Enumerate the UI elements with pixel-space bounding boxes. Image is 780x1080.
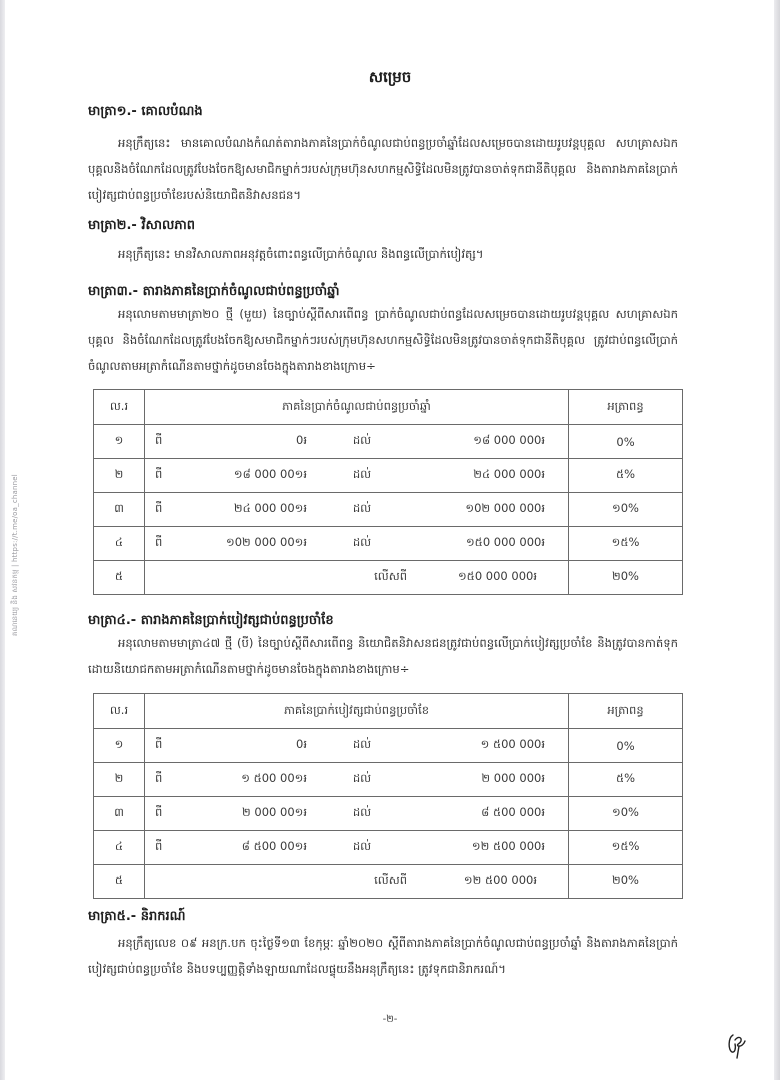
page-edge-left [0,0,5,1080]
table-row [94,527,683,561]
watermark-text: គណនេយ្យ និង សវនកម្ម | https://t.me/oa_channel [11,474,20,636]
tax-rate: ១0% [569,493,683,527]
tax-rate: 0% [569,729,683,763]
tax-rate: 0% [569,425,683,459]
to-label: ដល់ [352,805,372,819]
to-amount: ១0២ 000 000៛ [465,501,545,515]
table-row [94,797,683,831]
bracket-range [145,493,569,527]
to-label: ដល់ [352,535,372,549]
article-1-body [88,130,678,208]
over-amount: ១៥0 000 000៛ [457,569,537,583]
row-number: ៣ [94,797,145,831]
tax-rate: ៥% [569,459,683,493]
from-amount: ១0២ 000 00១៛ [226,535,307,549]
col-header-range: ភាគនៃប្រាក់បៀវត្សជាប់ពន្ធប្រចាំខែ [145,694,569,729]
handwritten-initials-icon [726,1030,748,1060]
from-amount: ២ 000 00១៛ [242,805,307,819]
table-row [94,493,683,527]
col-header-no: ល.រ [94,390,145,425]
tax-rate: ២0% [569,865,683,899]
bracket-range [145,831,569,865]
from-label: ពី [155,501,163,515]
col-header-no: ល.រ [94,694,145,729]
article-5-text: អនុក្រឹត្យលេខ ០៩ អនក្រ.បក ចុះថ្ងៃទី១៣ ខែកុម្ភៈ ឆ្នាំ២០២០ ស្តីពីតារាងភាគនៃប្រាក់ចំណូលជាប់ពន្ធប្រចាំឆ្នាំ និងតារាងភាគនៃប្រាក់បៀវត្សជាប់ពន្ធប្រចាំខែ និងបទប្បញ្ញត្តិទាំងឡាយណាដែលផ្ទុយនឹងអនុក្រឹត្យនេះ ត្រូវទុកជានិរាករណ៍។ [88,936,678,976]
article-1-heading: មាត្រា១.- គោលបំណង [88,104,203,119]
from-amount: ៨ ៥00 00១៛ [241,839,307,853]
bracket-range [145,797,569,831]
from-label: ពី [155,433,163,447]
to-amount: ១២ ៥00 000៛ [471,839,545,853]
bracket-range [145,865,569,899]
from-amount: ១៨ 000 00១៛ [233,467,307,481]
to-label: ដល់ [352,467,372,481]
to-amount: ១៨ 000 000៛ [473,433,545,447]
tax-rate: ១៥% [569,831,683,865]
table-row [94,459,683,493]
tax-rate: ២0% [569,561,683,595]
bracket-range [145,527,569,561]
article-1-text: អនុក្រឹត្យនេះ មានគោលបំណងកំណត់តារាងភាគនៃប្រាក់ចំណូលជាប់ពន្ធប្រចាំឆ្នាំដែលសម្រេចបានដោយរូបវន្តបុគ្គល សហគ្រាសឯកបុគ្គលនិងចំណែកដែលត្រូវបែងចែកឱ្យសមាជិកម្នាក់ៗរបស់ក្រុមហ៊ុនសហកម្មសិទ្ធិដែលមិនត្រូវបានចាត់ទុកជានីតិបុគ្គល និងតារាងភាគនៃប្រាក់បៀវត្សជាប់ពន្ធប្រចាំខែរបស់និយោជិតនិវាសនជន។ [88,136,678,202]
over-label: លើសពី [374,569,407,583]
document-title: សម្រេច [368,68,412,86]
from-label: ពី [155,839,163,853]
col-header-rate: អត្រាពន្ធ [569,390,683,425]
tax-rate: ១0% [569,797,683,831]
from-amount: ២៤ 000 00១៛ [233,501,307,515]
row-number: ៣ [94,493,145,527]
row-number: ២ [94,763,145,797]
article-4-body [88,630,678,682]
to-label: ដល់ [352,771,372,785]
col-header-range: ភាគនៃប្រាក់ចំណូលជាប់ពន្ធប្រចាំឆ្នាំ [145,390,569,425]
to-amount: ៨ ៥00 000៛ [481,805,545,819]
article-2-body [88,241,678,267]
tax-rate: ៥% [569,763,683,797]
article-3-heading: មាត្រា៣.- តារាងភាគនៃប្រាក់ចំណូលជាប់ពន្ធប្រចាំឆ្នាំ [88,284,340,299]
tax-rate: ១៥% [569,527,683,561]
article-3-text: អនុលោមតាមមាត្រា២០ ថ្មី (មួយ) នៃច្បាប់ស្តីពីសារពើពន្ធ ប្រាក់ចំណូលជាប់ពន្ធដែលសម្រេចបានដោយរូបវន្តបុគ្គល សហគ្រាសឯកបុគ្គល និងចំណែកដែលត្រូវបែងចែកឱ្យសមាជិកម្នាក់ៗរបស់ក្រុមហ៊ុនសហកម្មសិទ្ធិដែលមិនត្រូវបានចាត់ទុកជានីតិបុគ្គល ត្រូវជាប់ពន្ធលើប្រាក់ចំណូលតាមអត្រាកំណើនតាមថ្នាក់ដូចមានចែងក្នុងតារាងខាងក្រោម÷ [88,307,678,373]
to-label: ដល់ [352,839,372,853]
from-label: ពី [155,467,163,481]
row-number: ១ [94,729,145,763]
table-row [94,729,683,763]
article-3-body [88,301,678,379]
article-4-heading: មាត្រា៤.- តារាងភាគនៃប្រាក់បៀវត្សជាប់ពន្ធប្រចាំខែ [88,613,334,628]
from-label: ពី [155,737,163,751]
table-header-row [94,694,683,729]
from-amount: ១ ៥00 00១៛ [241,771,307,785]
table-row [94,561,683,595]
from-label: ពី [155,805,163,819]
row-number: ២ [94,459,145,493]
over-amount: ១២ ៥00 000៛ [463,873,537,887]
from-label: ពី [155,771,163,785]
row-number: ៥ [94,865,145,899]
over-label: លើសពី [374,873,407,887]
article-2-text: អនុក្រឹត្យនេះ មានវិសាលភាពអនុវត្តចំពោះពន្ធលើប្រាក់ចំណូល និងពន្ធលើប្រាក់បៀវត្ស។ [118,247,484,261]
from-label: ពី [155,535,163,549]
page-number: -២- [382,1014,398,1025]
bracket-range [145,763,569,797]
to-amount: ២៤ 000 000៛ [473,467,545,481]
watermark [8,460,24,650]
article-2-heading: មាត្រា២.- វិសាលភាព [88,218,195,233]
from-amount: 0៛ [296,433,307,447]
row-number: ៥ [94,561,145,595]
bracket-range [145,729,569,763]
col-header-rate: អត្រាពន្ធ [569,694,683,729]
table-row [94,831,683,865]
page-edge-right [774,0,780,1080]
annual-income-tax-table [93,389,683,595]
table-header-row [94,390,683,425]
table-row [94,425,683,459]
to-amount: ២ 000 000៛ [481,771,545,785]
table-row [94,865,683,899]
monthly-salary-tax-table [93,693,683,899]
bracket-range [145,425,569,459]
article-5-heading: មាត្រា៥.- និរាករណ៍ [88,909,186,924]
to-amount: ១ ៥00 000៛ [480,737,545,751]
row-number: ៤ [94,527,145,561]
article-5-body [88,930,678,982]
bracket-range [145,561,569,595]
from-amount: 0៛ [296,737,307,751]
bracket-range [145,459,569,493]
to-label: ដល់ [352,737,372,751]
table-row [94,763,683,797]
article-4-text: អនុលោមតាមមាត្រា៤៧ ថ្មី (បី) នៃច្បាប់ស្តីពីសារពើពន្ធ និយោជិតនិវាសនជនត្រូវជាប់ពន្ធលើប្រាក់បៀវត្សប្រចាំខែ និងត្រូវបានកាត់ទុកដោយនិយោជកតាមអត្រាកំណើនតាមថ្នាក់ដូចមានចែងក្នុងតារាងខាងក្រោម÷ [88,636,678,676]
row-number: ១ [94,425,145,459]
to-amount: ១៥0 000 000៛ [465,535,545,549]
to-label: ដល់ [352,501,372,515]
to-label: ដល់ [352,433,372,447]
row-number: ៤ [94,831,145,865]
